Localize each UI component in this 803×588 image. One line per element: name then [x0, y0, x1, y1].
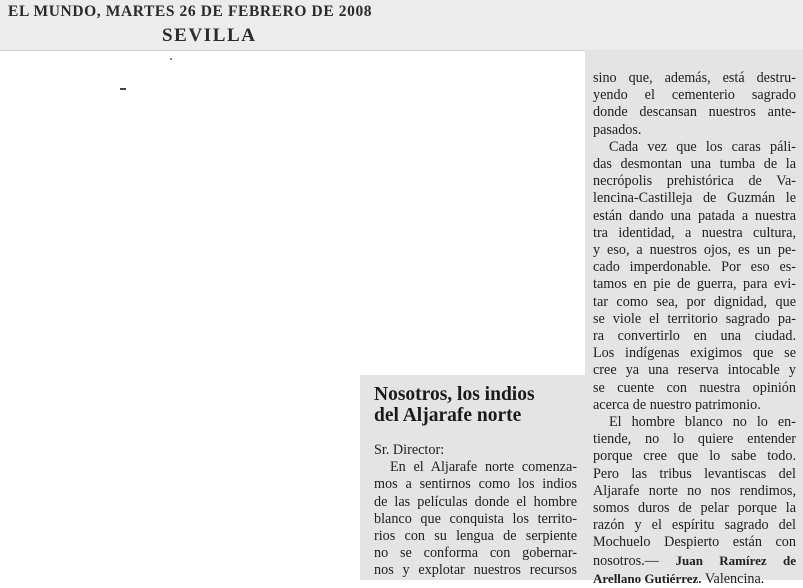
scan-speck-small	[170, 58, 172, 60]
left-line: nos y explotar nuestros recursos	[374, 562, 577, 579]
salutation: Sr. Director:	[374, 442, 445, 458]
right-line: cree ya una reserva intocable y	[593, 362, 796, 379]
section-title: SEVILLA	[162, 25, 257, 46]
right-line: Pero las tribus levantiscas del	[593, 465, 796, 482]
left-line: En el Aljarafe norte comenza-	[390, 459, 577, 476]
right-line: Aljarafe norte no nos rendimos,	[593, 482, 796, 499]
right-line: tra identidad, a nuestra cultura,	[593, 224, 796, 241]
signature-line-1	[593, 552, 796, 570]
closing-text: nosotros.—	[593, 552, 659, 569]
right-line: somos duros de pelar porque la	[593, 500, 796, 517]
right-line: tamos en pie de guerra, para evi-	[593, 276, 796, 293]
right-line: das desmontan una tumba de la	[593, 156, 796, 173]
article-right-column	[593, 70, 796, 588]
right-line: necrópolis prehistórica de Va-	[593, 173, 796, 190]
right-line: se viole el territorio sagrado pa-	[593, 310, 796, 327]
article-headline	[374, 384, 579, 426]
newspaper-dateline: EL MUNDO, MARTES 26 DE FEBRERO DE 2008	[8, 3, 373, 20]
left-line: de las películas donde el hombre	[374, 493, 577, 510]
right-line: y eso, a nuestros ojos, es un pe-	[593, 242, 796, 259]
scan-speck	[120, 88, 126, 90]
right-line: tiende, no lo quiere entender	[593, 431, 796, 448]
author-name-first: Juan Ramírez de	[675, 552, 796, 568]
signature-line-2	[593, 570, 796, 588]
right-line: cado imperdonable. Por eso es-	[593, 259, 796, 276]
left-line: rios con su lengua de serpiente	[374, 528, 577, 545]
left-line: no se conforma con gobernar-	[374, 545, 577, 562]
right-line: porque cree que lo sabe todo.	[593, 448, 796, 465]
right-line: sino que, además, está destru-	[593, 70, 796, 86]
right-line: lencina-Castilleja de Guzmán le	[593, 190, 796, 207]
right-line: Mochuelo Despierto están con	[593, 534, 796, 551]
author-city: Valencina.	[704, 570, 765, 587]
right-line: acerca de nuestro patrimonio.	[593, 396, 761, 413]
right-line: El hombre blanco no lo en-	[609, 414, 796, 431]
right-line: se cuente con nuestra opinión	[593, 379, 796, 396]
right-line: donde descansan nuestros ante-	[593, 104, 796, 121]
article-left-column	[374, 442, 577, 580]
right-line: tar como sea, por dignidad, que	[593, 293, 796, 310]
right-line: Cada vez que los caras páli-	[609, 138, 796, 155]
left-line: mos a sentirnos como los indios	[374, 476, 577, 493]
right-line: Los indígenas exigimos que se	[593, 345, 796, 362]
right-line: pasados.	[593, 121, 642, 138]
headline-line-1: Nosotros, los indios	[374, 384, 535, 405]
right-line: ra convertirlo en una ciudad.	[593, 328, 796, 345]
right-line: yendo el cementerio sagrado	[593, 87, 796, 104]
left-line: blanco que conquista los territo-	[374, 510, 577, 527]
right-line: están dando una patada a nuestra	[593, 207, 796, 224]
right-line: razón y el espíritu sagrado del	[593, 517, 796, 534]
headline-line-2: del Aljarafe norte	[374, 405, 522, 426]
author-name-last: Arellano Gutiérrez.	[593, 570, 702, 586]
newspaper-header	[0, 0, 803, 51]
